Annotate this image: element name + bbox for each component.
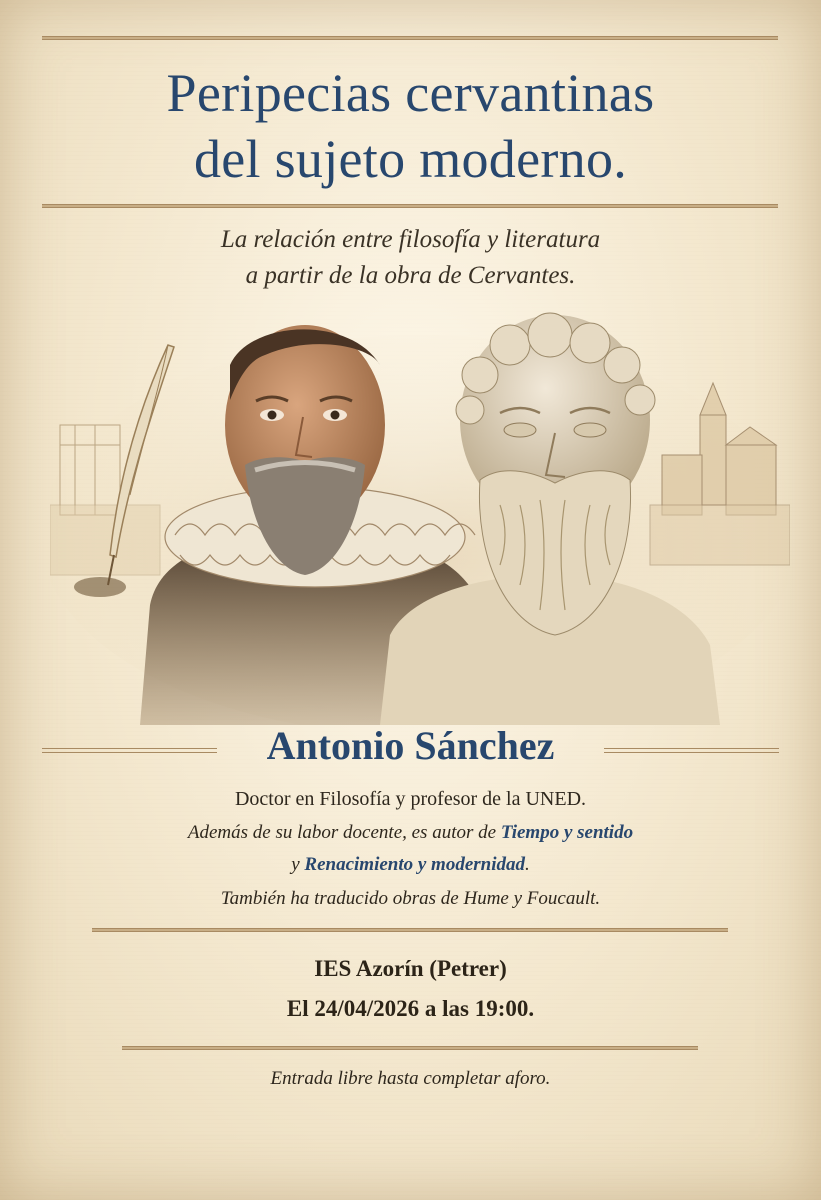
bio-line-1: Doctor en Filosofía y profesor de la UNED.: [234, 788, 587, 810]
book-title-1: Tiempo y sentido: [500, 822, 634, 843]
bio-line-2-text: Además de su labor docente, es autor de: [187, 822, 501, 843]
subtitle-line-1: La relación entre filosofía y literatura: [220, 226, 601, 253]
speaker-name: Antonio Sánchez: [266, 723, 555, 768]
bio-line-2: [0, 822, 821, 844]
bio-line-3-prefix: y: [291, 854, 305, 875]
book-title-2: Renacimiento y modernidad: [304, 854, 526, 875]
title-rule: [42, 204, 778, 208]
bio-rule: [92, 928, 728, 932]
venue: IES Azorín (Petrer): [314, 956, 507, 981]
bio-line-3-suffix: .: [525, 854, 530, 875]
title-line-2: del sujeto moderno.: [193, 129, 628, 189]
venue-rule: [122, 1046, 698, 1050]
portraits-illustration: [50, 305, 790, 725]
event-datetime: El 24/04/2026 a las 19:00.: [286, 996, 535, 1021]
bio-line-3: [0, 854, 821, 876]
bio-line-4: También ha traducido obras de Hume y Foucault.: [220, 888, 601, 909]
title-line-1: Peripecias cervantinas: [166, 63, 655, 123]
top-rule: [42, 36, 778, 40]
subtitle-line-2: a partir de la obra de Cervantes.: [245, 262, 576, 289]
entry-note: Entrada libre hasta completar aforo.: [270, 1068, 551, 1089]
speaker-rule-right: [604, 748, 779, 753]
